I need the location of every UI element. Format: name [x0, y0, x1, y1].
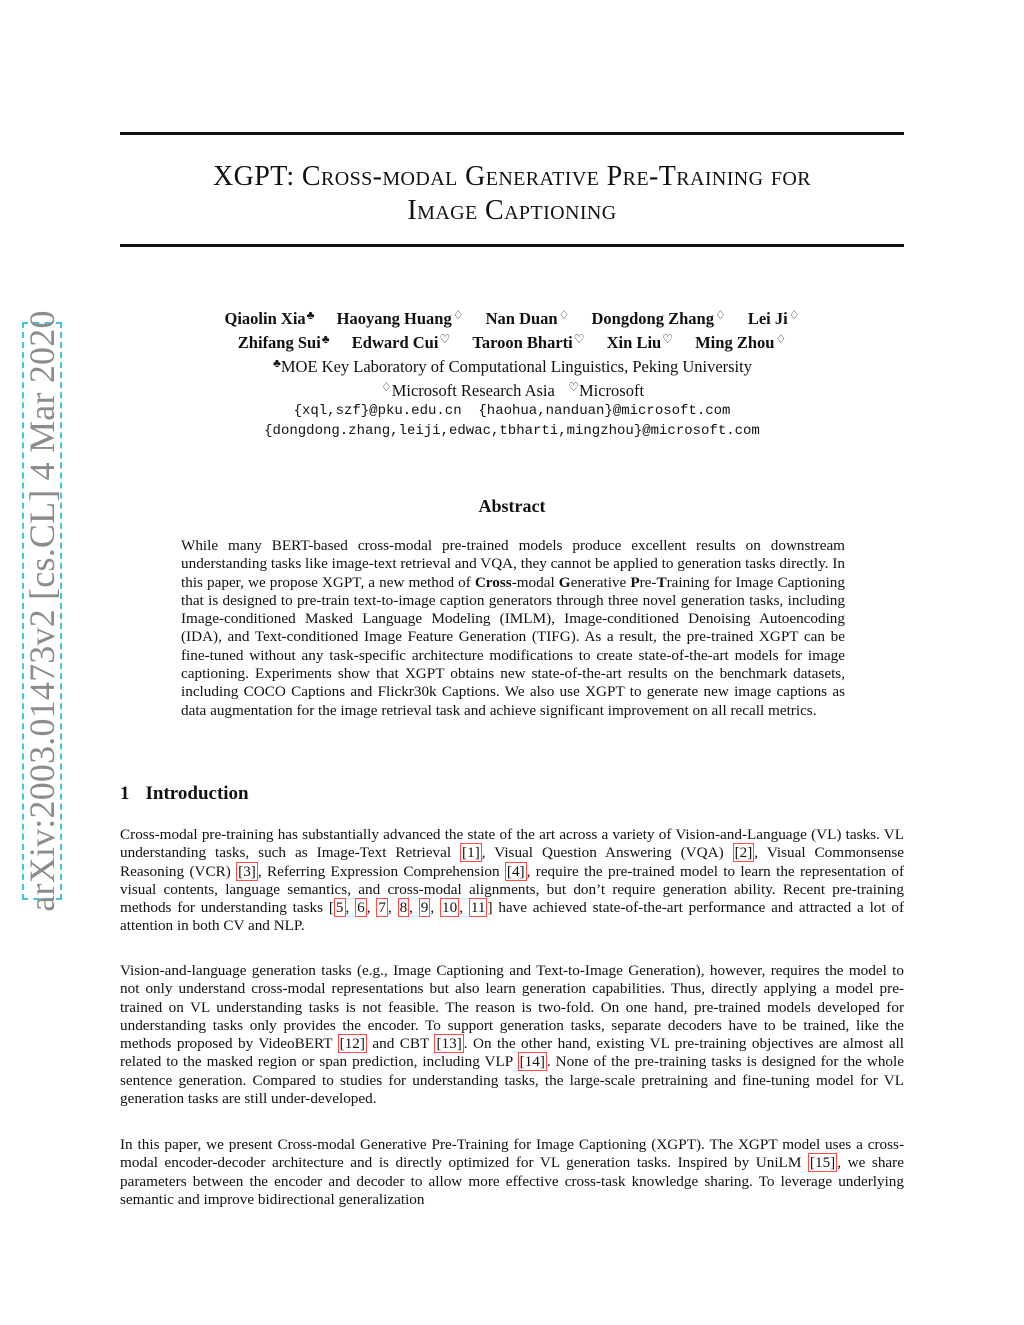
citation-link[interactable]: 6 [357, 899, 365, 917]
citation-link[interactable]: [4] [506, 862, 525, 880]
abstract-heading: Abstract [478, 496, 546, 516]
citation-link[interactable]: 7 [378, 899, 386, 917]
citation-link[interactable]: 9 [420, 899, 429, 917]
citation-link[interactable]: [2] [734, 844, 753, 862]
citation-link[interactable]: [15] [809, 1154, 836, 1172]
author: Haoyang Huang♢ [336, 308, 464, 328]
intro-paragraph-1: Cross-modal pre-training has substantially advanced the state of the art across a variety of Vision-and-Language (VL) tasks. VL understanding tasks, such as Image-Text Retrieval [1] , Visual Question Answering (VQA) [2] , Visual Commonsense Reasoning (VCR) [3] , Referring Expression Comprehension [4] , require the pre-trained model to learn the representation of visual contents, language semantics, and cross-modal alignments, but don’t require generation ability. Recent pre-training methods for understanding tasks [ 5 , 6 , 7 , 8 , 9 , 10 , 11 ] have achieved state-of-the-art performance and attracted a lot of attention in both CV and NLP. [120, 826, 905, 935]
citation-link[interactable]: 8 [399, 899, 408, 917]
paper-title [120, 160, 904, 228]
title-rule-top [120, 132, 904, 135]
author: Xin Liu♡ [606, 332, 673, 352]
citation-link[interactable]: 11 [470, 899, 486, 917]
citation-link[interactable]: 10 [442, 899, 458, 917]
author: Nan Duan♢ [485, 308, 570, 328]
citation-link[interactable]: [12] [339, 1035, 365, 1053]
title-line-2: Image Captioning [407, 195, 617, 226]
arxiv-identifier: arXiv:2003.01473v2 [cs.CL] 4 Mar 2020 [22, 310, 62, 912]
citation-link[interactable]: [14] [519, 1053, 545, 1071]
citation-link[interactable]: [1] [462, 844, 480, 862]
author: Qiaolin Xia♣ [224, 308, 315, 328]
section-heading-introduction: 1 Introduction [120, 783, 249, 804]
author: Lei Ji♢ [747, 308, 800, 328]
title-rule-bottom [120, 244, 904, 247]
citation-link[interactable]: [13] [436, 1035, 462, 1053]
author: Dongdong Zhang♢ [591, 308, 726, 328]
author-row-2 [120, 329, 904, 353]
citation-link[interactable]: [3] [238, 862, 256, 880]
author: Edward Cui♡ [351, 332, 451, 352]
abstract-text: While many BERT-based cross-modal pre-trained models produce excellent results on downstream understanding tasks like image-text retrieval and VQA, they cannot be applied to generation tasks directly. In this paper, we propose XGPT, a new method of Cross-modal Generative Pre-Training for Image Captioning that is designed to pre-train text-to-image caption generators through three novel generation tasks, including Image-conditioned Masked Language Modeling (IMLM), Image-conditioned Denoising Autoencoding (IDA), and Text-conditioned Image Feature Generation (TIFG). As a result, the pre-trained XGPT can be fine-tuned without any task-specific architecture modifications to create state-of-the-art models for image captioning. Experiments show that XGPT obtains new state-of-the-art results on the benchmark datasets, including COCO Captions and Flickr30k Captions. We also use XGPT to generate new image captions as data augmentation for the image retrieval task and achieve significant improvement on all recall metrics. [181, 537, 845, 719]
intro-paragraph-3: In this paper, we present Cross-modal Generative Pre-Training for Image Captioning (XGPT). The XGPT model uses a cross-modal encoder-decoder architecture and is directly optimized for VL generation tasks. Inspired by UniLM [15] , we share parameters between the encoder and decoder to allow more effective cross-task knowledge sharing. To leverage underlying semantic and improve bidirectional generalization [120, 1136, 904, 1208]
citation-link[interactable]: 5 [335, 899, 344, 917]
email-line-2: {dongdong.zhang,leiji,edwac,tbharti,mingzhou}@microsoft.com [264, 423, 760, 439]
author: Taroon Bharti♡ [472, 332, 585, 352]
author: Zhifang Sui♣ [237, 332, 330, 352]
title-line-1: XGPT: Cross-modal Generative Pre-Training for [213, 161, 811, 192]
author-row-1 [120, 305, 904, 329]
intro-paragraph-2: Vision-and-language generation tasks (e.g., Image Captioning and Text-to-Image Generation), however, requires the model to not only understand cross-modal representations but also learn generation capabilities. Thus, directly applying a model pre-trained on VL understanding tasks is not feasible. The reason is two-fold. On one hand, pre-trained models developed for understanding tasks only provides the encoder. To support generation tasks, separate decoders have to be trained, like the methods proposed by VideoBERT [12] and CBT [13] . On the other hand, existing VL pre-training objectives are almost all related to the masked region or span prediction, including VLP [14] . None of the pre-training tasks is designed for the whole sentence generation. Compared to studies for understanding tasks, the large-scale pretraining and fine-tuning model for VL generation tasks are still under-developed. [120, 962, 904, 1108]
affiliation-microsoft: ♢Microsoft Research Asia ♡Microsoft [380, 380, 645, 400]
email-line-1: {xql,szf}@pku.edu.cn {haohua,nanduan}@microsoft.com [293, 403, 731, 419]
affiliation-pku: ♣MOE Key Laboratory of Computational Linguistics, Peking University [273, 356, 752, 376]
author-block [120, 305, 904, 441]
author: Ming Zhou♢ [695, 332, 787, 352]
